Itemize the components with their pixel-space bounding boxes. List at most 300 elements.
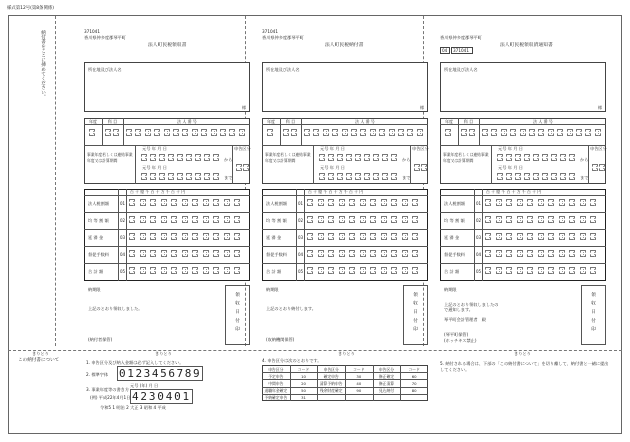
- form2-amount-digit[interactable]: [307, 199, 313, 206]
- form2-amount-digit[interactable]: [328, 233, 334, 240]
- form3-amount-digit[interactable]: [538, 199, 544, 206]
- form2-filing-digit[interactable]: [414, 164, 420, 171]
- form3-amount-digit[interactable]: [548, 267, 554, 274]
- form1-to-date-digit[interactable]: [213, 173, 219, 180]
- form1-from-date-digit[interactable]: [141, 154, 147, 161]
- form2-to-date-digit[interactable]: [382, 173, 388, 180]
- form2-corp-number-digit[interactable]: [313, 129, 319, 136]
- form1-to-date-digit[interactable]: [168, 173, 174, 180]
- form3-corp-number-digit[interactable]: [585, 129, 591, 136]
- form3-from-date-digit[interactable]: [542, 154, 548, 161]
- filing-table-col-line: [290, 365, 291, 401]
- form3-amount-digit[interactable]: [580, 199, 586, 206]
- form1-to-date-digit[interactable]: [177, 173, 183, 180]
- form2-from-date-digit[interactable]: [346, 154, 352, 161]
- form3-amount-digit[interactable]: [580, 233, 586, 240]
- form3-subject-digit[interactable]: [461, 129, 467, 136]
- form3-to-date-digit[interactable]: [569, 173, 575, 180]
- form1-amount-digit[interactable]: [171, 233, 177, 240]
- bottom-title: この納付書について: [18, 358, 60, 363]
- form3-amount-digit[interactable]: [485, 199, 491, 206]
- form1-amount-digit[interactable]: [182, 250, 188, 257]
- form1-year-digit[interactable]: [89, 129, 95, 136]
- form2-subject-digit[interactable]: [283, 129, 289, 136]
- form3-from-date-digit[interactable]: [497, 154, 503, 161]
- form2-to-date-digit[interactable]: [391, 173, 397, 180]
- form1-to-date-digit[interactable]: [195, 173, 201, 180]
- form3-amount-digit[interactable]: [548, 233, 554, 240]
- form3-to-date-digit[interactable]: [524, 173, 530, 180]
- form3-amount-digit[interactable]: [527, 250, 533, 257]
- form1-amount-digit[interactable]: [213, 199, 219, 206]
- form2-amount-digit[interactable]: [339, 216, 345, 223]
- form3-corp-number-digit[interactable]: [595, 129, 601, 136]
- form2-amount-digit[interactable]: [339, 267, 345, 274]
- form1-corp-number-digit[interactable]: [220, 129, 226, 136]
- form3-amount-digit[interactable]: [517, 216, 523, 223]
- form2-amount-digit[interactable]: [391, 267, 397, 274]
- form1-corp-number-digit[interactable]: [173, 129, 179, 136]
- form3-amount-digit[interactable]: [496, 250, 502, 257]
- form2-amount-digit[interactable]: [349, 199, 355, 206]
- form2-amount-digit[interactable]: [370, 267, 376, 274]
- form2-amount-digit[interactable]: [307, 233, 313, 240]
- form2-amount-digit[interactable]: [360, 250, 366, 257]
- form1-corp-number-digit[interactable]: [211, 129, 217, 136]
- form3-sama: 様: [598, 105, 603, 110]
- form3-filing-hdr: 申告区分: [590, 146, 607, 151]
- form2-amount-digit[interactable]: [381, 267, 387, 274]
- form1-corp-number-digit[interactable]: [192, 129, 198, 136]
- form1-amount-digit[interactable]: [171, 216, 177, 223]
- form1-amount-digit[interactable]: [203, 233, 209, 240]
- form3-to-date-digit[interactable]: [506, 173, 512, 180]
- form1-amount-digit[interactable]: [182, 267, 188, 274]
- form3-amount-digit[interactable]: [496, 267, 502, 274]
- form2-amount-digit[interactable]: [412, 250, 418, 257]
- form1-row-no: 04: [120, 252, 126, 257]
- form3-to-date-digit[interactable]: [551, 173, 557, 180]
- kirai-1: きりとり: [32, 351, 49, 356]
- form3-stamp-label: 領収日付印: [590, 292, 596, 335]
- form3-row-no: 05: [476, 269, 482, 274]
- form3-amount-digit[interactable]: [569, 199, 575, 206]
- form3-amount-digit[interactable]: [590, 216, 596, 223]
- form2-amount-digit[interactable]: [381, 199, 387, 206]
- form2-amount-digit[interactable]: [349, 216, 355, 223]
- form1-amount-digit[interactable]: [224, 216, 230, 223]
- form1-from-date-digit[interactable]: [213, 154, 219, 161]
- form1-amount-digit[interactable]: [182, 199, 188, 206]
- form3-corp-number-digit[interactable]: [576, 129, 582, 136]
- form3-amount-digit[interactable]: [590, 250, 596, 257]
- form2-amount-digit[interactable]: [412, 216, 418, 223]
- form1-filing-digit[interactable]: [236, 164, 242, 171]
- form3-corp-number-digit[interactable]: [491, 129, 497, 136]
- form2-from-date-digit[interactable]: [382, 154, 388, 161]
- form3-amount-digit[interactable]: [485, 267, 491, 274]
- form2-amount-digit[interactable]: [318, 216, 324, 223]
- form2-from-date-digit[interactable]: [319, 154, 325, 161]
- form1-from-date-digit[interactable]: [186, 154, 192, 161]
- form1-amount-digit[interactable]: [203, 216, 209, 223]
- form2-to-date-digit[interactable]: [346, 173, 352, 180]
- form3-amount-digit[interactable]: [559, 267, 565, 274]
- filing-table-cell: 残余財産確定: [319, 388, 343, 394]
- form3-amount-digit[interactable]: [506, 233, 512, 240]
- form3-amount-digit[interactable]: [538, 216, 544, 223]
- form1-amount-digit[interactable]: [129, 250, 135, 257]
- form2-amount-digit[interactable]: [370, 216, 376, 223]
- form3-amount-digit[interactable]: [590, 199, 596, 206]
- form2-to-date-digit[interactable]: [373, 173, 379, 180]
- form3-amount-digit[interactable]: [527, 216, 533, 223]
- form1-amount-digit[interactable]: [140, 250, 146, 257]
- form1-amount-digit[interactable]: [213, 250, 219, 257]
- form1-corp-number-digit[interactable]: [126, 129, 132, 136]
- form2-amount-digit[interactable]: [318, 233, 324, 240]
- form1-to-date-digit[interactable]: [186, 173, 192, 180]
- form2-corp-number-digit[interactable]: [332, 129, 338, 136]
- form1-corp-number-digit[interactable]: [182, 129, 188, 136]
- form1-from-date-digit[interactable]: [159, 154, 165, 161]
- form1-amount-digit[interactable]: [192, 250, 198, 257]
- form3-amount-digit[interactable]: [538, 250, 544, 257]
- form3-amount-digit[interactable]: [548, 250, 554, 257]
- form1-amount-digit[interactable]: [192, 199, 198, 206]
- form3-to-date-digit[interactable]: [497, 173, 503, 180]
- form1-corp-number-digit[interactable]: [164, 129, 170, 136]
- form1-corp-number-digit[interactable]: [201, 129, 207, 136]
- form3-amount-digit[interactable]: [548, 216, 554, 223]
- form2-amount-digit[interactable]: [402, 216, 408, 223]
- form2-amount-digit[interactable]: [360, 233, 366, 240]
- form1-filing-digit[interactable]: [243, 164, 249, 171]
- form2-from-date-digit[interactable]: [337, 154, 343, 161]
- form2-amount-digit[interactable]: [360, 267, 366, 274]
- form3-subject-digit[interactable]: [469, 129, 475, 136]
- form3-corp-number-digit[interactable]: [510, 129, 516, 136]
- form3-to-date-digit[interactable]: [515, 173, 521, 180]
- form1-row-label: 法人税割額: [88, 201, 109, 206]
- form2-amount-digit[interactable]: [339, 199, 345, 206]
- form1-corp-number-digit[interactable]: [154, 129, 160, 136]
- form1-amount-digit[interactable]: [213, 267, 219, 274]
- form2-to-date-digit[interactable]: [364, 173, 370, 180]
- form1-amount-digit[interactable]: [171, 199, 177, 206]
- form1-to-date-digit[interactable]: [150, 173, 156, 180]
- form1-amount-hdr: 百 十 億 千 百 十 万 千 百 十 円: [130, 189, 186, 194]
- form3-to-date-digit[interactable]: [560, 173, 566, 180]
- form3-year-digit[interactable]: [445, 129, 451, 136]
- form3-amount-digit[interactable]: [485, 250, 491, 257]
- form3-amount-digit[interactable]: [538, 267, 544, 274]
- form1-amount-digit[interactable]: [140, 267, 146, 274]
- form2-amount-digit[interactable]: [381, 233, 387, 240]
- form1-amount-digit[interactable]: [182, 216, 188, 223]
- form3-amount-digit[interactable]: [590, 267, 596, 274]
- form3-row-no: 03: [476, 235, 482, 240]
- form2-amount-digit[interactable]: [412, 233, 418, 240]
- form3-amount-digit[interactable]: [569, 267, 575, 274]
- form1-subject-digit[interactable]: [113, 129, 119, 136]
- form1-amount-digit[interactable]: [224, 250, 230, 257]
- form2-amount-digit[interactable]: [328, 250, 334, 257]
- form2-to-date-digit[interactable]: [355, 173, 361, 180]
- form1-corp-number-digit[interactable]: [239, 129, 245, 136]
- form2-amount-digit[interactable]: [381, 216, 387, 223]
- form2-corp-number-digit[interactable]: [389, 129, 395, 136]
- form3-amount-digit[interactable]: [590, 233, 596, 240]
- form2-corp-number-digit[interactable]: [360, 129, 366, 136]
- form3-amount-digit[interactable]: [559, 199, 565, 206]
- form3-amount-digit[interactable]: [527, 233, 533, 240]
- form1-amount-digit[interactable]: [150, 216, 156, 223]
- form3-amount-digit[interactable]: [527, 267, 533, 274]
- form1-amount-digit[interactable]: [150, 233, 156, 240]
- form1-amount-digit[interactable]: [140, 199, 146, 206]
- form1-to-date-digit[interactable]: [204, 173, 210, 180]
- form2-filing-digit[interactable]: [421, 164, 427, 171]
- form2-amount-digit[interactable]: [370, 233, 376, 240]
- form1-amount-digit[interactable]: [150, 199, 156, 206]
- form1-amount-digit[interactable]: [182, 233, 188, 240]
- form2-amount-digit[interactable]: [349, 250, 355, 257]
- form3-corp-number-digit[interactable]: [538, 129, 544, 136]
- form2-amount-digit[interactable]: [328, 216, 334, 223]
- form1-amount-digit[interactable]: [150, 267, 156, 274]
- form3-amount-digit[interactable]: [517, 199, 523, 206]
- form2-amount-digit[interactable]: [318, 199, 324, 206]
- form1-kara: から: [224, 157, 233, 162]
- form2-row-label: 督促手数料: [266, 252, 287, 257]
- form2-amount-digit[interactable]: [412, 267, 418, 274]
- form2-amount-digit[interactable]: [402, 199, 408, 206]
- form1-amount-digit[interactable]: [161, 267, 167, 274]
- form3-amount-digit[interactable]: [506, 199, 512, 206]
- form1-from-date-digit[interactable]: [204, 154, 210, 161]
- form3-amount-digit[interactable]: [580, 267, 586, 274]
- form1-amount-digit[interactable]: [192, 267, 198, 274]
- form3-amount-digit[interactable]: [527, 199, 533, 206]
- form2-from-date-digit[interactable]: [328, 154, 334, 161]
- form2-corp-number-digit[interactable]: [417, 129, 423, 136]
- form1-amount-digit[interactable]: [234, 267, 240, 274]
- form2-amount-digit[interactable]: [318, 267, 324, 274]
- form3-amount-digit[interactable]: [496, 216, 502, 223]
- form2-amount-digit[interactable]: [339, 233, 345, 240]
- form3-from-date-digit[interactable]: [533, 154, 539, 161]
- form3-deadline: 納期限: [444, 287, 457, 292]
- form3-row-no: 04: [476, 252, 482, 257]
- form3-from-date-digit[interactable]: [569, 154, 575, 161]
- form1-amount-digit[interactable]: [192, 216, 198, 223]
- form2-amount-digit[interactable]: [328, 199, 334, 206]
- form3-corp-number-digit[interactable]: [501, 129, 507, 136]
- form2-amount-digit[interactable]: [307, 267, 313, 274]
- form3-from-date-digit[interactable]: [560, 154, 566, 161]
- form3-amount-digit[interactable]: [569, 250, 575, 257]
- form2-amount-digit[interactable]: [402, 267, 408, 274]
- form3-amount-digit[interactable]: [538, 233, 544, 240]
- form2-to-date-digit[interactable]: [337, 173, 343, 180]
- form1-amount-digit[interactable]: [224, 233, 230, 240]
- form3-amount-digit[interactable]: [485, 216, 491, 223]
- form1-to-date-digit[interactable]: [159, 173, 165, 180]
- form2-amount-digit[interactable]: [307, 250, 313, 257]
- form1-from-date-digit[interactable]: [150, 154, 156, 161]
- form1-amount-digit[interactable]: [234, 216, 240, 223]
- form1-amount-digit[interactable]: [150, 250, 156, 257]
- form2-to-date-digit[interactable]: [319, 173, 325, 180]
- form2-amount-digit[interactable]: [391, 199, 397, 206]
- form1-amount-digit[interactable]: [234, 199, 240, 206]
- form1-amount-digit[interactable]: [171, 250, 177, 257]
- form3-amount-digit[interactable]: [517, 233, 523, 240]
- filing-table-cell: 50: [301, 388, 306, 394]
- form1-amount-digit[interactable]: [234, 250, 240, 257]
- form1-amount-digit[interactable]: [224, 199, 230, 206]
- form3-amount-digit[interactable]: [559, 250, 565, 257]
- form1-from-date-digit[interactable]: [195, 154, 201, 161]
- form2-amount-digit[interactable]: [318, 250, 324, 257]
- form3-amount-digit[interactable]: [485, 233, 491, 240]
- form1-amount-digit[interactable]: [234, 233, 240, 240]
- form2-amount-digit[interactable]: [391, 216, 397, 223]
- form2-from-date-digit[interactable]: [391, 154, 397, 161]
- form2-corp-number-digit[interactable]: [342, 129, 348, 136]
- form2-subject-digit[interactable]: [291, 129, 297, 136]
- form1-amount-digit[interactable]: [129, 216, 135, 223]
- form2-from-date-digit[interactable]: [373, 154, 379, 161]
- form2-corp-number-digit[interactable]: [398, 129, 404, 136]
- form3-amount-digit[interactable]: [548, 199, 554, 206]
- form1-amount-digit[interactable]: [161, 250, 167, 257]
- form1-amount-digit[interactable]: [213, 216, 219, 223]
- form3-corp-number-digit[interactable]: [529, 129, 535, 136]
- form1-corp-number-digit[interactable]: [229, 129, 235, 136]
- form1-amount-digit[interactable]: [213, 233, 219, 240]
- form2-corp-number-digit[interactable]: [379, 129, 385, 136]
- form2-amount-digit[interactable]: [339, 250, 345, 257]
- form2-amount-digit[interactable]: [328, 267, 334, 274]
- form1-amount-digit[interactable]: [140, 216, 146, 223]
- form1-amount-digit[interactable]: [203, 250, 209, 257]
- form3-amount-digit[interactable]: [496, 199, 502, 206]
- form3-from-date-digit[interactable]: [524, 154, 530, 161]
- form3-corp-number-digit[interactable]: [548, 129, 554, 136]
- form3-amount-digit[interactable]: [506, 267, 512, 274]
- form1-amount-digit[interactable]: [224, 267, 230, 274]
- form3-amount-digit[interactable]: [517, 267, 523, 274]
- form3-amount-digit[interactable]: [580, 216, 586, 223]
- form1-from-date-digit[interactable]: [177, 154, 183, 161]
- form2-corp-number-digit[interactable]: [323, 129, 329, 136]
- form2-to-date-digit[interactable]: [328, 173, 334, 180]
- filing-table-cell: 10: [301, 373, 306, 379]
- form3-amount-digit[interactable]: [559, 216, 565, 223]
- form1-amount-digit[interactable]: [171, 267, 177, 274]
- form1-amount-digit[interactable]: [192, 233, 198, 240]
- form1-to-date-digit[interactable]: [141, 173, 147, 180]
- form3-amount-digit[interactable]: [506, 250, 512, 257]
- form3-to-date-digit[interactable]: [542, 173, 548, 180]
- form2-amount-digit[interactable]: [349, 267, 355, 274]
- form2-amount-digit[interactable]: [307, 216, 313, 223]
- note-4: 4. 申告区分は次のとおりです。: [262, 358, 322, 363]
- form2-amount-digit[interactable]: [381, 250, 387, 257]
- form3-corp-number-digit[interactable]: [557, 129, 563, 136]
- form2-amount-digit[interactable]: [391, 250, 397, 257]
- form1-subject-digit[interactable]: [105, 129, 111, 136]
- form1-amount-digit[interactable]: [140, 233, 146, 240]
- form2-amount-digit[interactable]: [412, 199, 418, 206]
- form1-amount-digit[interactable]: [129, 233, 135, 240]
- form2-amount-digit[interactable]: [370, 250, 376, 257]
- form2-amount-digit[interactable]: [349, 233, 355, 240]
- form3-corp-number-digit[interactable]: [520, 129, 526, 136]
- form1-row-label: 均 等 割 額: [88, 218, 109, 223]
- form3-amount-digit[interactable]: [580, 250, 586, 257]
- form2-corp-number-digit[interactable]: [370, 129, 376, 136]
- form2-corp-number-digit[interactable]: [407, 129, 413, 136]
- form1-amount-digit[interactable]: [129, 199, 135, 206]
- filing-table-col-line: [345, 365, 346, 401]
- form2-amount-digit[interactable]: [360, 199, 366, 206]
- form3-corp-number-digit[interactable]: [482, 129, 488, 136]
- form3-amount-digit[interactable]: [496, 233, 502, 240]
- form3-from-date-digit[interactable]: [506, 154, 512, 161]
- form1-amount-digit[interactable]: [129, 267, 135, 274]
- form1-corp-number-digit[interactable]: [135, 129, 141, 136]
- form2-from-date-digit[interactable]: [364, 154, 370, 161]
- form3-amount-digit[interactable]: [569, 216, 575, 223]
- filing-table-cell: 中間申告: [268, 380, 284, 386]
- form2-row-label: 合 計 額: [266, 269, 282, 274]
- form1-period-label: 事業年度若しくは連結事業年度又は計算期間: [87, 152, 133, 164]
- form1-from-date-digit[interactable]: [168, 154, 174, 161]
- form2-year-digit[interactable]: [267, 129, 273, 136]
- form1-amount-digit[interactable]: [203, 267, 209, 274]
- form3-amount-digit[interactable]: [506, 216, 512, 223]
- form3-from-date-digit[interactable]: [515, 154, 521, 161]
- kirai-3: きりとり: [338, 351, 355, 356]
- form1-amount-digit[interactable]: [161, 233, 167, 240]
- form3-amount-digit[interactable]: [517, 250, 523, 257]
- form2-amount-digit[interactable]: [370, 199, 376, 206]
- form3-amount-digit[interactable]: [569, 233, 575, 240]
- form2-corp-number-digit[interactable]: [304, 129, 310, 136]
- form2-from-date-digit[interactable]: [355, 154, 361, 161]
- form3-from-date-digit[interactable]: [551, 154, 557, 161]
- form2-amount-digit[interactable]: [402, 233, 408, 240]
- form3-amount-digit[interactable]: [559, 233, 565, 240]
- form1-amount-digit[interactable]: [203, 199, 209, 206]
- form2-corp-number-digit[interactable]: [351, 129, 357, 136]
- form2-filing-hdr: 申告区分: [412, 146, 429, 151]
- form2-amount-digit[interactable]: [391, 233, 397, 240]
- form3-filing-digit[interactable]: [599, 164, 605, 171]
- form2-amount-digit[interactable]: [402, 250, 408, 257]
- form1-amount-digit[interactable]: [161, 216, 167, 223]
- form3-to-label: 元号 年 月 日: [498, 165, 523, 170]
- form3-filing-digit[interactable]: [592, 164, 598, 171]
- form3-corp-number-digit[interactable]: [567, 129, 573, 136]
- form1-amount-digit[interactable]: [161, 199, 167, 206]
- form2-amount-digit[interactable]: [360, 216, 366, 223]
- form1-corp-number-digit[interactable]: [145, 129, 151, 136]
- form3-to-date-digit[interactable]: [533, 173, 539, 180]
